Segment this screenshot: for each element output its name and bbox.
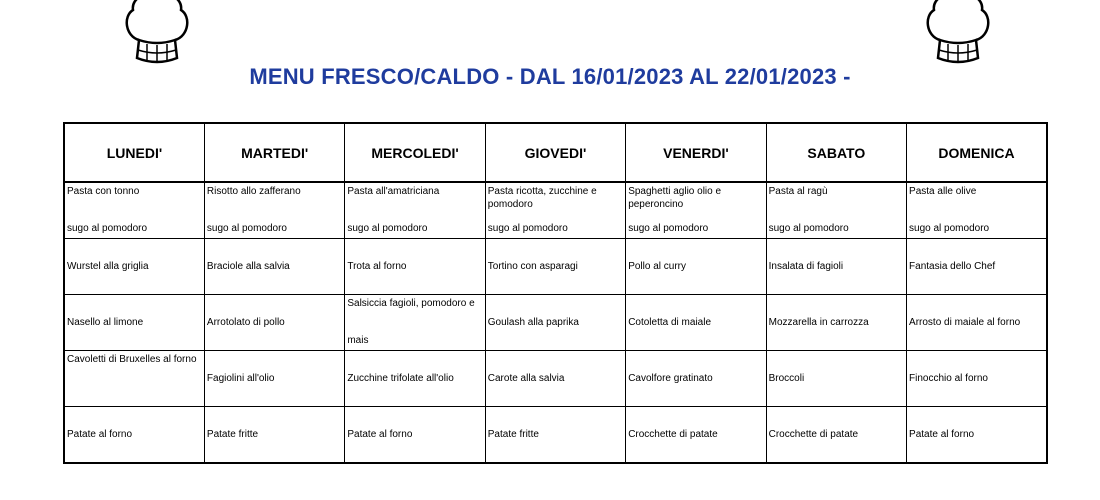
dish-text: Tortino con asparagi: [487, 261, 578, 272]
menu-cell: [626, 295, 766, 351]
day-header: VENERDI': [626, 123, 766, 182]
menu-cell: [64, 351, 204, 407]
dish-text: Patate fritte: [206, 429, 259, 440]
menu-cell: [485, 407, 625, 464]
dish-text: Goulash alla paprika: [487, 317, 579, 328]
table-row: [64, 295, 1047, 351]
menu-cell: [345, 407, 485, 464]
menu-cell: [345, 351, 485, 407]
menu-cell: [766, 182, 906, 239]
menu-cell: [204, 182, 344, 239]
dish-text: sugo al pomodoro: [347, 223, 428, 234]
dish-text: Arrotolato di pollo: [206, 317, 285, 328]
menu-cell: [485, 182, 625, 239]
dish-text: sugo al pomodoro: [628, 223, 709, 234]
menu-cell: [485, 239, 625, 295]
chef-hat-icon: [918, 0, 998, 70]
dish-text: Salsiccia fagioli, pomodoro e: [347, 298, 475, 309]
menu-title: MENU FRESCO/CALDO - DAL 16/01/2023 AL 22/01/2023 -: [249, 64, 851, 89]
menu-cell: [907, 407, 1047, 464]
menu-cell: [64, 295, 204, 351]
table-row: [64, 407, 1047, 464]
menu-cell: [204, 239, 344, 295]
dish-text: Braciole alla salvia: [206, 261, 290, 272]
menu-cell: [64, 407, 204, 464]
dish-text: Pasta all'amatriciana: [347, 186, 440, 197]
dish-text: Pollo al curry: [628, 261, 686, 272]
menu-cell: [64, 182, 204, 239]
table-row: [64, 182, 1047, 239]
menu-cell: [204, 407, 344, 464]
dish-text: Broccoli: [768, 373, 805, 384]
menu-cell: [626, 182, 766, 239]
dish-text: Finocchio al forno: [909, 373, 988, 384]
dish-text: Insalata di fagioli: [768, 261, 844, 272]
menu-cell: [907, 351, 1047, 407]
dish-text: sugo al pomodoro: [206, 223, 287, 234]
dish-text: Cotoletta di maiale: [628, 317, 712, 328]
dish-text: Patate al forno: [67, 429, 133, 440]
menu-cell: [907, 182, 1047, 239]
table-row: [64, 351, 1047, 407]
dish-text: Patate fritte: [487, 429, 539, 440]
menu-cell: [766, 239, 906, 295]
day-header-row: [64, 123, 1047, 182]
dish-text: Patate al forno: [347, 429, 413, 440]
day-header: SABATO: [766, 123, 906, 182]
weekly-menu-table: [63, 122, 1048, 464]
dish-text: Crocchette di patate: [768, 429, 859, 440]
menu-cell: [204, 351, 344, 407]
dish-text: Wurstel alla griglia: [67, 261, 149, 272]
menu-cell: [766, 351, 906, 407]
dish-text: Pasta ricotta, zucchine e pomodoro: [487, 186, 597, 210]
dish-text: sugo al pomodoro: [67, 223, 148, 234]
menu-cell: [204, 295, 344, 351]
dish-text: Zucchine trifolate all'olio: [347, 373, 454, 384]
menu-cell: [766, 407, 906, 464]
menu-cell: [485, 295, 625, 351]
menu-cell: [345, 295, 485, 351]
chef-hat-icon: [117, 0, 197, 70]
menu-cell: [345, 182, 485, 239]
day-header: MARTEDI': [204, 123, 344, 182]
dish-text: Arrosto di maiale al forno: [909, 317, 1021, 328]
table-row: [64, 239, 1047, 295]
dish-text: Pasta al ragù: [768, 186, 828, 197]
dish-text: Spaghetti aglio olio e peperoncino: [628, 186, 722, 210]
dish-text: Carote alla salvia: [487, 373, 565, 384]
dish-text: Cavoletti di Bruxelles al forno: [67, 354, 197, 365]
dish-text: Trota al forno: [347, 261, 407, 272]
menu-cell: [345, 239, 485, 295]
day-header: DOMENICA: [907, 123, 1047, 182]
day-header: LUNEDI': [64, 123, 204, 182]
dish-text: Pasta alle olive: [909, 186, 977, 197]
dish-text: Pasta con tonno: [67, 186, 140, 197]
dish-text: Crocchette di patate: [628, 429, 718, 440]
dish-text: Mozzarella in carrozza: [768, 317, 869, 328]
dish-text: mais: [347, 335, 369, 346]
dish-text: Fantasia dello Chef: [909, 261, 996, 272]
menu-cell: [626, 239, 766, 295]
dish-text: Cavolfore gratinato: [628, 373, 713, 384]
dish-text: sugo al pomodoro: [487, 223, 568, 234]
menu-cell: [626, 351, 766, 407]
dish-text: Fagiolini all'olio: [206, 373, 275, 384]
menu-cell: [766, 295, 906, 351]
dish-text: Risotto allo zafferano: [206, 186, 301, 197]
day-header: MERCOLEDI': [345, 123, 485, 182]
menu-cell: [907, 295, 1047, 351]
menu-cell: [907, 239, 1047, 295]
dish-text: sugo al pomodoro: [768, 223, 849, 234]
menu-cell: [626, 407, 766, 464]
day-header: GIOVEDI': [485, 123, 625, 182]
menu-cell: [485, 351, 625, 407]
dish-text: Patate al forno: [909, 429, 975, 440]
dish-text: Nasello al limone: [67, 317, 144, 328]
dish-text: sugo al pomodoro: [909, 223, 990, 234]
menu-cell: [64, 239, 204, 295]
